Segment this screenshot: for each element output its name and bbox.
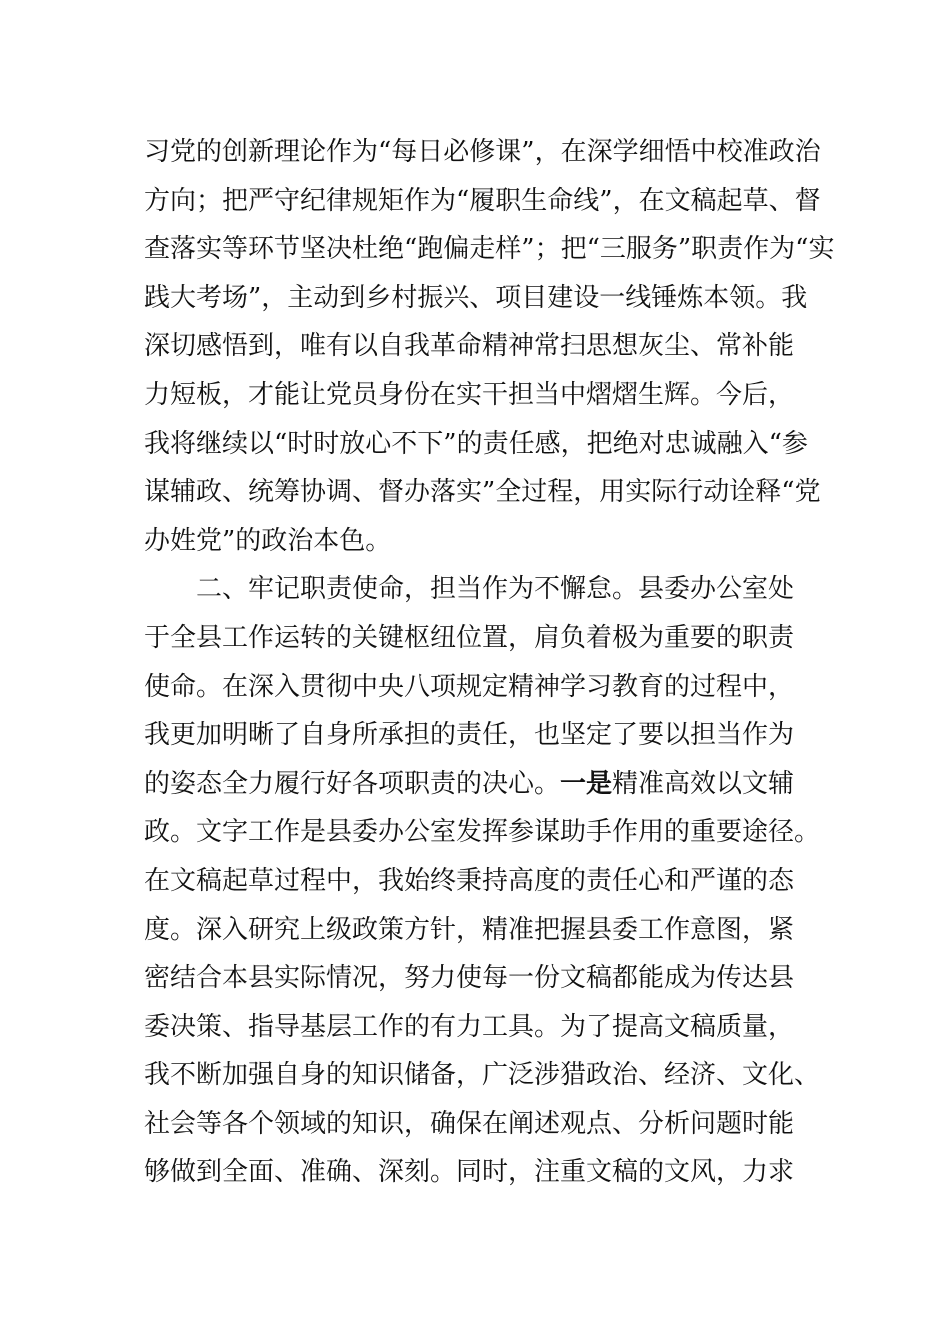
text-line: 践大考场”，主动到乡村振兴、项目建设一线锤炼本领。我: [144, 282, 808, 313]
text-line: 深切感悟到，唯有以自我革命精神常扫思想灰尘、常补能: [144, 331, 795, 362]
text-line: 社会等各个领域的知识，确保在阐述观点、分析问题时能: [144, 1108, 795, 1139]
text-line: 够做到全面、准确、深刻。同时，注重文稿的文风，力求: [144, 1157, 795, 1188]
text-line: 查落实等环节坚决杜绝“跑偏走样”；把“三服务”职责作为“实: [144, 234, 835, 265]
text-line: 密结合本县实际情况，努力使每一份文稿都能成为传达县: [144, 963, 795, 994]
text-line: 力短板，才能让党员身份在实干担当中熠熠生辉。今后，: [144, 379, 795, 410]
text-line: 政。文字工作是县委办公室发挥参谋助手作用的重要途径。: [144, 817, 821, 848]
paragraph-1: [144, 128, 835, 565]
text-line: 方向；把严守纪律规矩作为“履职生命线”，在文稿起草、督: [144, 185, 821, 216]
text-line: 委决策、指导基层工作的有力工具。为了提高文稿质量，: [144, 1011, 795, 1042]
text-line: 在文稿起草过程中，我始终秉持高度的责任心和严谨的态: [144, 865, 795, 896]
text-line: 我将继续以“时时放心不下”的责任感，把绝对忠诚融入“参: [144, 428, 808, 459]
document-body: [144, 128, 835, 1197]
text-segment: 精准高效以文辅: [612, 768, 795, 799]
bold-marker: 一是: [560, 768, 613, 799]
text-line: 我不断加强自身的知识储备，广泛涉猎政治、经济、文化、: [144, 1060, 821, 1091]
text-line: [144, 760, 804, 809]
section-heading-line: 二、牢记职责使命，担当作为不懈怠。县委办公室处: [196, 574, 795, 605]
text-line: 度。深入研究上级政策方针，精准把握县委工作意图，紧: [144, 914, 795, 945]
text-line: 办姓党”的政治本色。: [144, 525, 392, 556]
text-segment: 的姿态全力履行好各项职责的决心。: [144, 768, 561, 799]
text-line: 使命。在深入贯彻中央八项规定精神学习教育的过程中，: [144, 671, 795, 702]
text-line: 我更加明晰了自身所承担的责任，也坚定了要以担当作为: [144, 720, 795, 751]
text-line: 于全县工作运转的关键枢纽位置，肩负着极为重要的职责: [144, 622, 795, 653]
paragraph-2: [144, 565, 821, 1197]
text-line: 谋辅政、统筹协调、督办落实”全过程，用实际行动诠释“党: [144, 477, 821, 508]
text-line: 习党的创新理论作为“每日必修课”，在深学细悟中校准政治: [144, 137, 821, 167]
